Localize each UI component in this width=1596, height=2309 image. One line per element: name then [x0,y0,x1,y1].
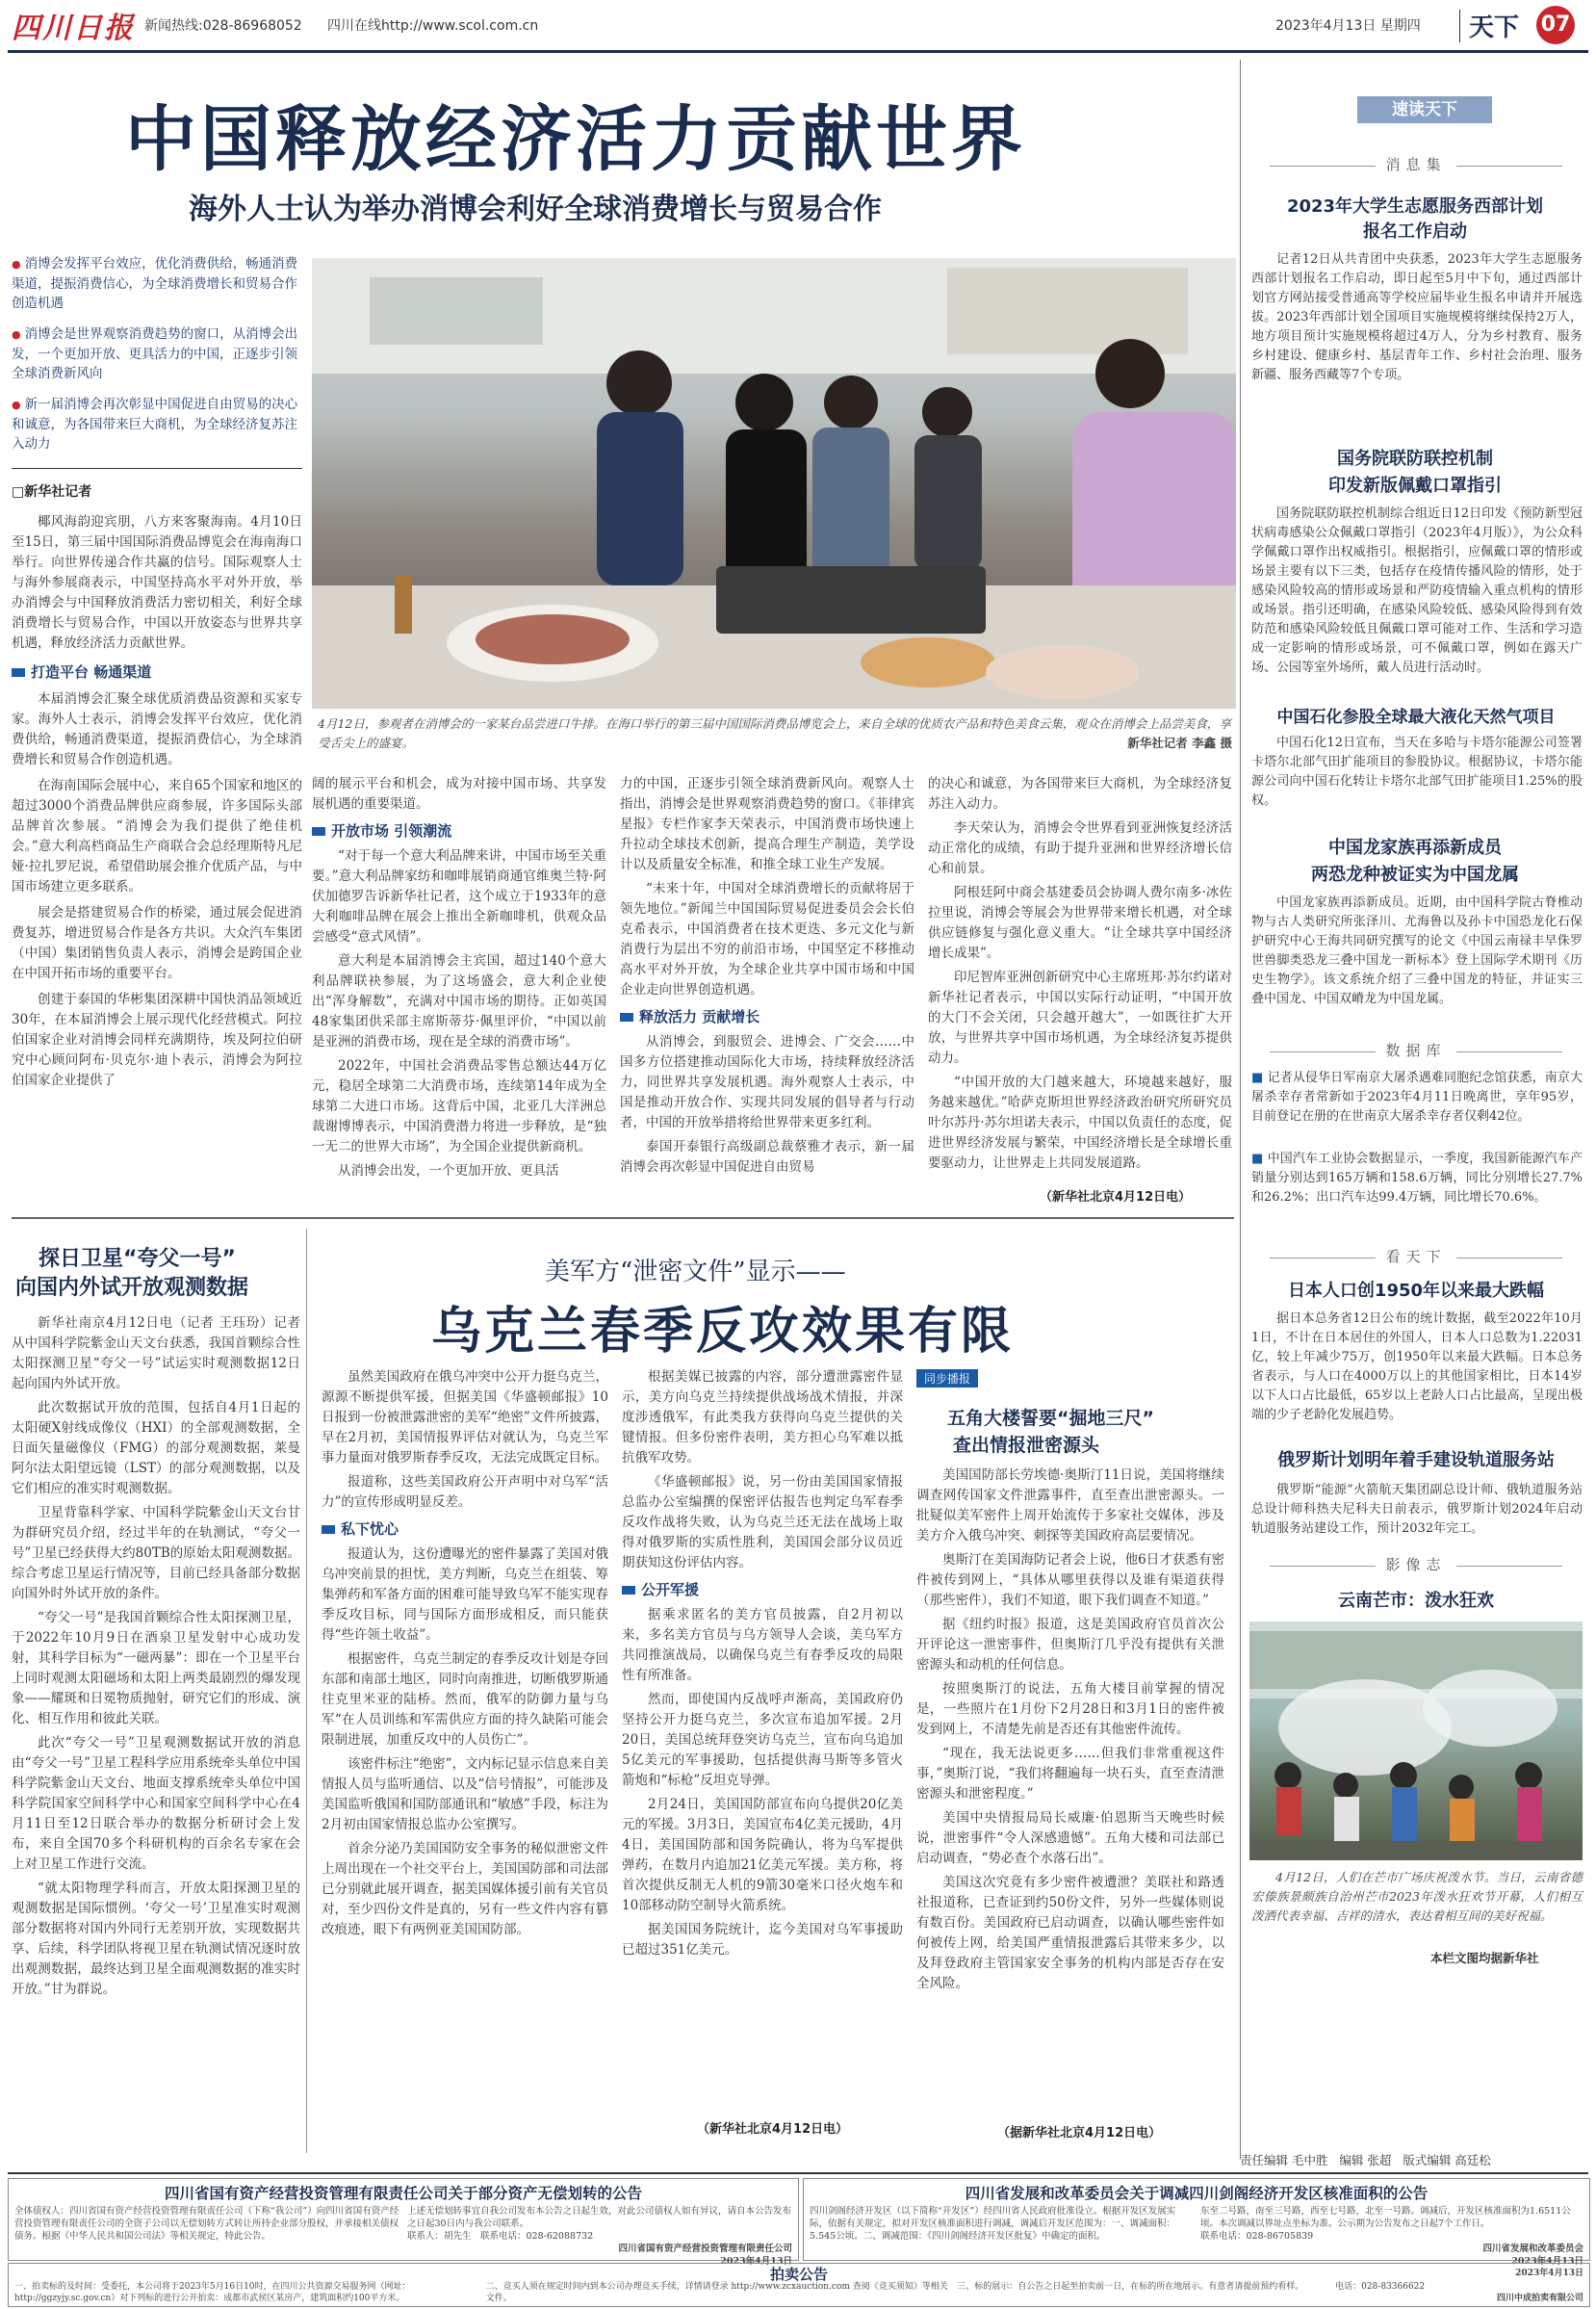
paragraph: 报道认为，这份遭曝光的密件暴露了美国对俄乌冲突前景的担忧，美方判断，乌克兰在组装、筹集弹药和军备方面的困难可能导致乌军不能实现春季反攻目标，同与国际方面形成相反，而只能获得“些许领土收益”。 [322,1546,608,1643]
news-body: 记者12日从共青团中央获悉，2023年大学生志愿服务西部计划报名工作启动，即日起至5月中下旬，通过西部计划官方网站接受普通高等学校应届毕业生报名申请并开展选拔。2023年西部计划全国项目实施规模将继续保持2万人，地方项目预计实施规模将超过4万人，分为乡村教育、服务乡村建设、健康乡村、基层青年工作、乡村社会治理、服务新疆、服务西藏等7个专项。 [1251,252,1583,382]
paragraph: 据《纽约时报》报道，这是美国政府官员首次公开评论这一泄密事件，但奥斯汀几乎没有提供有关泄密源头和动机的任何信息。 [916,1617,1224,1673]
paragraph: “中国开放的大门越来越大，环境越来越好，服务越来越优。”哈萨克斯坦世界经济政治研究所研究员叶尔苏丹·苏尔坦诺夫表示，中国以负责任的态度，促进世界经济发展与繁荣，中国经济增长是全球增长重要驱动力，让世界走上共同发展道路。 [928,1075,1232,1171]
paragraph: 从消博会出发，一个更加开放、更具活 [338,1163,559,1179]
lead-col2 [312,774,606,1209]
news-title: 报名工作启动 [1363,221,1467,242]
world-title: 俄罗斯计划明年着手建设轨道服务站 [1277,1450,1555,1470]
water-festival-image [1249,1621,1583,1860]
paragraph: 泰国开泰银行高级副总裁蔡雅才表示，新一届消博会再次彰显中国促进自由贸易 [620,1139,914,1175]
auction-body: 一、拍卖标的及时间：受委托，本公司将于2023年5月16日10时，在四川公共资源交易服务网（网址：http://ggzyjy.sc.gov.cn）对下列标的进行公开拍卖：成都市武侯区某房产，建筑面积约100平方米。 [14,2282,411,2303]
related-tag: 同步播报 [916,1369,978,1388]
satellite-title-line1: 探日卫星“夸父一号” [39,1247,236,1271]
satellite-title-line2: 向国内外试开放观测数据 [15,1276,249,1300]
news-title: 两恐龙种被证实为中国龙属 [1311,865,1519,885]
paragraph: “就太阳物理学科而言，开放太阳探测卫星的观测数据是国际惯例。‘夸父一号’卫星准实时观测部分数据将对国内外同行无差别开放，实现数据共享、后续，科学团队将视卫星在轨测试情况逐时放出观测数据，最终达到卫星全面观测数据的准实时开放。”甘为群说。 [12,1881,300,1997]
news-title: 印发新版佩戴口罩指引 [1328,476,1502,496]
news-title: 中国石化参股全球最大液化天然气项目 [1276,708,1556,727]
section-name: 天下 [1469,13,1520,42]
paragraph: 2022年，中国社会消费品零售总额达44万亿元，稳居全球第二大消费市场，连续第14年成为全球第二大进口市场。这背后中国，北亚几大洋洲总裁谢博博表示，中国消费潜力将进一步释放，是“独一无二的世界大市场”，为全国企业提供新商机。 [312,1058,606,1154]
water-festival-photo [1249,1621,1583,1860]
paragraph: 据乘求匿名的美方官员披露，自2月初以来，多名美方官员与乌方领导人会谈，美乌军方共同推演战局，以确保乌克兰有春季反攻的局限性有所准备。 [622,1607,903,1683]
paragraph: 从消博会，到服贸会、进博会、广交会……中国多方位搭建推动国际化大市场，持续释放经济活力，同世界共享发展机遇。海外观察人士表示，中国是推动开放合作、实现共同发展的倡导者与行动者，中国的开放举措将给世界带来更多红利。 [620,1034,914,1130]
paragraph: 根据美媒已披露的内容，部分遭泄露密件显示，美方向乌克兰持续提供战场战术情报，并深度涉透俄军，有此类我方获得向乌克兰提供的关键情报。但多份密件表明，美方担心乌军难以抵抗俄军攻势。 [622,1369,903,1466]
auction-signature: 四川中成拍卖有限公司 [1497,2294,1584,2303]
editor-credit: 责任编辑 毛中胜 [1240,2153,1328,2167]
auction-notice [8,2263,1590,2307]
paragraph: 阔的展示平台和机会，成为对接中国市场、共享发展机遇的重要渠道。 [312,776,606,812]
paragraph: 本届消博会汇聚全球优质消费品资源和买家专家。海外人士表示，消博会发挥平台效应，优化消费供给，畅通消费渠道，提振消费信心，为全球消费增长和贸易合作创造机遇。 [12,691,302,767]
image-caption: 4月12日，人们在芒市广场庆祝泼水节。当日，云南省德宏傣族景颇族自治州芒市2023年泼水狂欢节开幕，人们相互泼洒代表幸福、吉祥的清水，表达着相互间的美好祝福。 [1251,1870,1583,1923]
news-title: 国务院联防联控机制 [1337,449,1493,469]
data-item: ■ 中国汽车工业协会数据显示，一季度，我国新能源汽车产销量分别达到165万辆和158.6万辆，同比分别增长27.7%和26.2%；出口汽车达99.4万辆，同比增长70.6%。 [1251,1152,1583,1205]
news-title: 中国龙家族再添新成员 [1328,838,1502,858]
notice-contact: 联系人：胡先生 联系电话：028-62088732 [407,2231,594,2242]
notice-signature: 四川省国有资产经营投资管理有限责任公司 [618,2244,792,2254]
related-title-line1: 五角大楼誓要“掘地三尺” [947,1408,1154,1429]
paragraph: 新华社南京4月12日电（记者 王珏玢）记者从中国科学院紫金山天文台获悉，我国首颗综合性太阳探测卫星“夸父一号”试运实时观测数据12日起向国内外试开放。 [12,1315,300,1391]
notice-date: 2023年4月13日 [1511,2256,1583,2267]
lead-headline: 中国释放经济活力贡献世界 [125,98,1026,181]
auction-title: 拍卖公告 [769,2266,828,2283]
paragraph: 阿根廷阿中商会基建委员会协调人费尔南多·冰佐拉里说，消博会等展会为世界带来增长机遇，对全球供应链修复与强化意义重大。“让全球共享中国经济增长成果”。 [928,885,1232,961]
lead-photo-caption [318,714,1232,753]
related-dateline: （据新华社北京4月12日电） [997,2126,1162,2140]
section-heading: 打造平台 畅通渠道 [12,662,302,682]
lead-col4 [928,774,1232,1179]
image-title: 云南芒市：泼水狂欢 [1338,1591,1494,1611]
ukraine-dateline: （新华社北京4月12日电） [697,2122,849,2137]
section-label-news: 消息集 [1248,154,1584,174]
paragraph: 然而，即使国内反战呼声渐高，美国政府仍坚持公开力挺乌克兰，多次宣布追加军援。2月20日，美国总统拜登突访乌克兰，宣布向乌追加5亿美元的军事援助，包括提供海马斯等多管火箭炮和“标枪”反坦克导弹。 [622,1692,903,1788]
paragraph: 根据密件，乌克兰制定的春季反攻计划是夺回东部和南部土地区，同时向南推进，切断俄罗斯通往克里米亚的陆桥。然而，俄军的防御力量与乌军“在人员训练和军需供应方面的持久缺陷可能会限制进展，加重反攻中的人员伤亡”。 [322,1651,608,1748]
notice-signature: 四川省发展和改革委员会 [1482,2244,1583,2254]
paragraph: 美国国防部长劳埃德·奥斯汀11日说，美国将继续调查网传国家文件泄露事件，直至查出泄密源头。一批疑似美军密件上周开始流传于多家社交媒体，涉及美方介入俄乌冲突、刺探等美国政府高层要情况。 [916,1467,1224,1544]
lead-summary [12,254,302,454]
news-body: 中国龙家族再添新成员。近期，由中国科学院古脊椎动物与古人类研究所张泽川、尤海鲁以及孙卡中国恐龙化石保护研究中心王海共同研究撰写的论文《中国云南禄丰早侏罗世兽脚类恐龙三叠中国龙一新标本》登上国际学术期刊《历史生物学》。该文系统介绍了三叠中国龙的特征，并证实三叠中国龙、中国双嵴龙为中国龙属。 [1251,895,1583,1006]
caption-text: 4月12日，参观者在消博会的一家某台品尝进口牛排。在海口举行的第三届中国国际消费品博览会上，来自全球的优质农产品和特色美食云集，观众在消博会上品尝美食，享受舌尖上的盛宴。 [318,716,1231,750]
auction-date: 2023年4月13日 [1515,2269,1583,2278]
notice-body: 四川剑阁经济开发区（以下简称“开发区”）经四川省人民政府批准设立。根据开发区发展实际，依据有关规定，拟对开发区核准面积进行调减，调减后开发区范围为：一、调减面积：5.545公顷。二、调减范围：《四川剑阁经济开发区批复》中确定的面积。 [810,2206,1176,2242]
notice-title: 四川省国有资产经营投资管理有限责任公司关于部分资产无偿划转的公告 [164,2185,642,2202]
masthead [0,0,1596,52]
notice-box-1 [8,2178,799,2267]
news-title: 2023年大学生志愿服务西部计划 [1286,196,1544,217]
masthead-hotline: 新闻热线:028-86968052 [144,18,302,34]
masthead-logo: 四川日报 [12,12,135,45]
section-label-image: 影像志 [1248,1554,1584,1574]
paragraph: 美国中央情报局局长威廉·伯恩斯当天晚些时候说，泄密事件“令人深感遗憾”。五角大楼和司法部已启动调查，“势必查个水落石出”。 [916,1810,1224,1866]
paragraph: 展会是搭建贸易合作的桥梁，通过展会促进消费复苏，增进贸易合作是各方共识。大众汽车集团（中国）集团销售负责人表示，消博会是跨国企业在中国开拓市场的重要平台。 [12,905,302,981]
sidebar-banner: 速读天下 [1357,96,1492,123]
paragraph: 此次“夸父一号”卫星观测数据试开放的消息由“夸父一号”卫星工程科学应用系统牵头单位中国科学院紫金山天文台、地面支撑系统牵头单位中国科学院国家空间科学中心和国家空间科学中心在4月11日至12日联合举办的数据分析研讨会上发布，来自全国70多个科研机构的百余名专家在会上对卫星工作进行交流。 [12,1735,300,1872]
ukraine-col2 [622,1367,903,2109]
masthead-website[interactable]: 四川在线http://www.scol.com.cn [327,18,539,34]
paragraph: 此次数据试开放的范围，包括自4月1日起的太阳硬X射线成像仪（HXI）的全部观测数据，全日面矢量磁像仪（FMG）的部分观测数据，莱曼阿尔法太阳望远镜（LST）的部分观测数据，以及它们相应的准实时观测数据。 [12,1400,300,1496]
paragraph: 力的中国，正逐步引领全球消费新风向。观察人士指出，消博会是世界观察消费趋势的窗口。《菲律宾星报》专栏作家李天荣表示，中国消费市场快速上升拉动全球技术创新，提高合理生产制造，美学设计以及质量安全标准，和推全球工业生产发展。 [620,776,914,872]
lead-col3 [620,774,914,1209]
summary-item: ● 消博会是世界观察消费趋势的窗口，从消博会出发，一个更加开放、更具活力的中国，正逐步引领全球消费新风向 [12,324,302,383]
section-label-world: 看天下 [1248,1246,1584,1266]
editors [1240,2151,1586,2168]
summary-item: ● 消博会发挥平台效应，优化消费供给，畅通消费渠道，提振消费信心，为全球消费增长和贸易合作创造机遇 [12,254,302,313]
paragraph: 奥斯汀在美国海防记者会上说，他6日才获悉有密件被传到网上，“具体从哪里获得以及谁有渠道获得（那些密件），我们不知道，眼下我们调查不知道。” [916,1552,1224,1608]
paragraph: 在海南国际会展中心，来自65个国家和地区的超过3000个消费品牌供应商参展，许多国际头部品牌首次参展。“消博会为我们提供了绝佳机会。”意大利高档商品生产商联合会总经理斯特凡尼娅·拉扎罗尼说，希望借助展会推介优质产品，与中国市场建立更多联系。 [12,778,302,895]
section-heading: 公开军援 [622,1579,903,1599]
section-heading: 释放活力 贡献增长 [620,1006,914,1026]
masthead-date: 2023年4月13日 星期四 [1275,18,1421,34]
world-body: 俄罗斯“能源”火箭航天集团副总设计师、俄轨道服务站总设计师科热夫尼科夫日前表示，俄罗斯计划2024年启动轨道服务站建设工作，预计2032年完工。 [1251,1483,1583,1536]
data-item-text: 中国汽车工业协会数据显示，一季度，我国新能源汽车产销量分别达到165万辆和158.6万辆，同比分别增长27.7%和26.2%；出口汽车达99.4万辆，同比增长70.6%。 [1251,1152,1583,1205]
paragraph: 该密件标注“绝密”，文内标记显示信息来自美情报人员与监听通信、以及“信号情报”，可能涉及美国监听俄国和国防部通讯和“敏感”手段，标注为2月初由国家情报总监办公室撰写。 [322,1756,608,1832]
satellite-body [12,1313,300,2149]
paragraph: 虽然美国政府在俄乌冲突中公开力挺乌克兰，源源不断提供军援，但据美国《华盛顿邮报》10日报到一份被泄露泄密的美军“绝密”文件所披露，早在2月初，美国情报界评估对就认为，乌克兰军事力量面对俄罗斯春季反攻，无法完成既定目标。 [322,1369,608,1466]
paragraph: 美国这次究竟有多少密件被遭泄？美联社和路透社报道称，已查证到约50份文件，另外一些媒体则说有数百份。美国政府已启动调查，以确认哪些密件如何被传上网，给美国严重情报泄露后其带来多少，以及拜登政府主管国家安全事务的机构内部是否存在安全风险。 [916,1875,1224,1991]
image-credit: 本栏文图均据新华社 [1430,1951,1539,1965]
news-body: 中国石化12日宣布，当天在多哈与卡塔尔能源公司签署卡塔尔北部气田扩能项目的参股协议。根据协议，卡塔尔能源公司向中国石化转让卡塔尔北部气田扩能项目1.25%的股权。 [1251,736,1583,808]
related-title-line2: 查出情报泄密源头 [953,1435,1100,1456]
paragraph: 李天荣认为，消博会令世界看到亚洲恢复经济活动正常化的成绩，有助于提升亚洲和世界经济增长信心和前景。 [928,820,1232,876]
paragraph: 的决心和诚意，为各国带来巨大商机，为全球经济复苏注入动力。 [928,776,1232,812]
paragraph: “未来十年，中国对全球消费增长的贡献将居于领先地位。”新闻兰中国国际贸易促进委员会会长伯克希表示，中国消费者在技术更迭、多元文化与新消费行为层出不穷的前沿市场，中国坚定不移推动高水平对外开放，为全球企业共享中国市场和中国企业走向世界创造机遇。 [620,881,914,998]
lead-byline: □新华社记者 [12,484,92,500]
ukraine-headline: 乌克兰春季反攻效果有限 [431,1303,1015,1361]
paragraph: “现在，我无法说更多……但我们非常重视这件事，”奥斯汀说，“我们将翻遍每一块石头，直至查清泄密源头和泄密程度。” [916,1746,1224,1802]
ukraine-col3 [916,1466,1224,2116]
auction-contact: 电话：028-83366622 [1335,2282,1426,2292]
notice-body: 东至二号路，南至三号路，西至七号路，北至一号路。调减后，开发区核准面积为1.6511公顷。本次调减以界址点坐标为准。公示期为公告发布之日起7个工作日。 [1200,2206,1571,2229]
summary-item: ● 新一届消博会再次彰显中国促进自由贸易的决心和诚意，为各国带来巨大商机，为全球经济复苏注入动力 [12,395,302,454]
data-item: ■ 记者从侵华日军南京大屠杀遇难同胞纪念馆获悉，南京大屠杀幸存者常新如于2023年4月11日晚离世，享年95岁，目前登记在册的在世南京大屠杀幸存者仅剩42位。 [1251,1071,1583,1124]
news-body: 国务院联防联控机制综合组近日12日印发《预防新型冠状病毒感染公众佩戴口罩指引（2023年4月版）》，为公众科学佩戴口罩作出权威指引。根据指引，应佩戴口罩的情形或场景主要有以下三类，包括存在疫情传播风险的情形，处于感染风险较高的情形或场景和严防疫情输入重点机构的情形或场景。指引还明确，在感染风险较低、感染风险得到有效防范和感染风险较低且佩戴口罩可能对工作、生活和学习造成一定影响的情形或场景，可不佩戴口罩，例如在露天广场、公园等室外场所，戴人员进行活动时。 [1251,506,1583,675]
lead-photo [312,258,1236,709]
paragraph: 卫星背靠科学家、中国科学院紫金山天文台甘为群研究员介绍，经过半年的在轨测试，“夸父一号”卫星已经获得大约80TB的原始太阳观测数据。综合考虑卫星运行情况等，目前已经具备部分数据向国外时外试开放的条件。 [12,1505,300,1601]
photo-credit: 新华社记者 李鑫 摄 [1127,736,1232,750]
paragraph: 首余分泌乃美国国防安全事务的秘似泄密文件上周出现在一个社交平台上，美国国防部和司法部已分别就此展开调查，据美国媒体援引前有关官员对，至少四份文件是真的，另有一些文件内容有篡改痕迹，眼下有两例亚美国国防部。 [322,1841,608,1937]
ukraine-col1 [322,1367,608,2138]
world-title: 日本人口创1950年以来最大跌幅 [1287,1281,1545,1301]
notice-body: 上述无偿划转事宜自我公司发布本公告之日起生效，对此公司债权人如有异议，请自本公告发布之日起30日内与我公司联系。 [407,2206,792,2229]
paragraph: “夸父一号”是我国首颗综合性太阳探测卫星，于2022年10月9日在酒泉卫星发射中心成功发射，其科学目标为“一磁两暴”：即在一个卫星平台上同时观测太阳磁场和太阳上两类最剧烈的爆发现象——耀斑和日冕物质抛射，研究它们的形成、演化、相互作用和彼此关联。 [12,1610,300,1726]
lead-subhead: 海外人士认为举办消博会利好全球消费增长与贸易合作 [189,193,882,226]
lead-dateline: （新华社北京4月12日电） [1040,1190,1192,1205]
world-body: 据日本总务省12日公布的统计数据，截至2022年10月1日，不计在日本居住的外国人，日本人口总数为1.22031亿，较上年减少75万，创1950年以来最大跌幅。日本总务省表示，与人口在4000万以上的其他国家相比，日本14岁以下人口占比最低，65岁以上老龄人口占比最高，呈现出极端的少子老龄化发展趋势。 [1251,1311,1583,1422]
paragraph: 按照奥斯汀的说法，五角大楼目前掌握的情况是，一些照片在1月份下2月28日和3月1日的密件被发到网上，不清楚先前是否还有其他密件流传。 [916,1681,1224,1737]
notice-body: 全体债权人：四川省国有资产经营投资管理有限责任公司（下称“我公司”）向四川省国有资产经营投资管理有限责任公司的全资子公司以无偿划转方式转让所持企业部分股权，并承接相关债权债务。根据《中华人民共和国公司法》等相关规定，特此公告。 [14,2206,399,2242]
data-item-text: 记者从侵华日军南京大屠杀遇难同胞纪念馆获悉，南京大屠杀幸存者常新如于2023年4月11日晚离世，享年95岁，目前登记在册的在世南京大屠杀幸存者仅剩42位。 [1251,1071,1583,1124]
paragraph: 2月24日，美国国防部宣布向乌提供20亿美元的军援。3月3日，美国宣布4亿美元援助，4月4日，美国国防部和国务院确认，将为乌军提供弹药，在数月内追加21亿美元军援。美方称，将首次提供反制无人机的9箭30毫米口径火炮车和10部移动防空制导火箭系统。 [622,1797,903,1913]
section-heading: 开放市场 引领潮流 [312,820,606,841]
auction-body: 三、标的展示：自公告之日起至拍卖前一日，在标的所在地展示。有意者请提前预约看样。 [957,2282,1304,2292]
section-heading: 私下忧心 [322,1518,608,1539]
section-label-data: 数据库 [1248,1040,1584,1060]
paragraph: 意大利是本届消博会主宾国，超过140个意大利品牌联袂参展，为了这场盛会，意大利企业使出“浑身解数”，充满对中国市场的期待。正如英国48家集团供采部主席斯蒂芬·佩里评价，“中国以前是亚洲的消费市场，现在是全球的消费市场”。 [312,953,606,1050]
paragraph: 椰风海韵迎宾朋，八方来客聚海南。4月10日至15日，第三届中国国际消费品博览会在海南海口举行。向世界传递合作共赢的信号。国际观察人士与海外参展商表示，中国坚持高水平对外开放，举办消博会与中国释放消费活力密切相关，利好全球消费增长与贸易合作，中国以开放姿态与世界共享机遇，释放经济活力贡献世界。 [12,514,302,651]
notice-title: 四川省发展和改革委员会关于调减四川剑阁经济开发区核准面积的公告 [965,2185,1429,2202]
paragraph: 创建于泰国的华彬集团深耕中国快消品领域近30年，在本届消博会上展示现代化经营模式。阿拉伯国家企业对消博会同样充满期待，埃及阿拉伯研究中心顾问阿布·贝克尔·迪卜表示，消博会为阿拉伯国家企业提供了 [12,992,302,1088]
paragraph: “对于每一个意大利品牌来讲，中国市场至关重要。”意大利品牌家纺和咖啡展销商通官维奥兰特·阿伏加德罗告诉新华社记者，这个成立于1933年的意大利咖啡品牌在展会上推出全新咖啡机，供观众品尝感受“意式风情”。 [312,848,606,945]
notice-box-2 [803,2178,1590,2267]
editor-credit: 编辑 张超 [1339,2153,1392,2167]
paragraph: 《华盛顿邮报》说，另一份由美国国家情报总监办公室编撰的保密评估报告也判定乌军春季反攻作战将失败，认为乌克兰还无法在战场上取得对俄罗斯的实质性胜利，美国国会部分议员近期获知这份评估内容。 [622,1474,903,1570]
paragraph: 报道称，这些美国政府公开声明中对乌军“活力”的宣传形成明显反差。 [322,1474,608,1510]
auction-body[interactable]: 二、竞买人须在规定时间内到本公司办理竞买手续，详情请登录 http://www.zcxauction.com 查阅《竞买须知》等相关文件。 [485,2282,948,2303]
paragraph: 印尼智库亚洲创新研究中心主席班邦·苏尔约诺对新华社记者表示，中国以实际行动证明，“中国开放的大门不会关闭，只会越开越大”，一如既往扩大开放，与世界共享中国市场机遇，为全球经济复苏提供动力。 [928,970,1232,1066]
editor-credit: 版式编辑 高廷松 [1403,2153,1491,2167]
page-number-badge: 07 [1536,6,1575,44]
lead-photo-image [312,258,1236,709]
notice-contact: 联系电话：028-86705839 [1200,2231,1314,2242]
ukraine-kicker: 美军方“泄密文件”显示—— [545,1258,846,1286]
notice-date: 2023年4月13日 [720,2256,792,2267]
paragraph: 据美国国务院统计，迄今美国对乌军事援助已超过351亿美元。 [622,1922,903,1958]
